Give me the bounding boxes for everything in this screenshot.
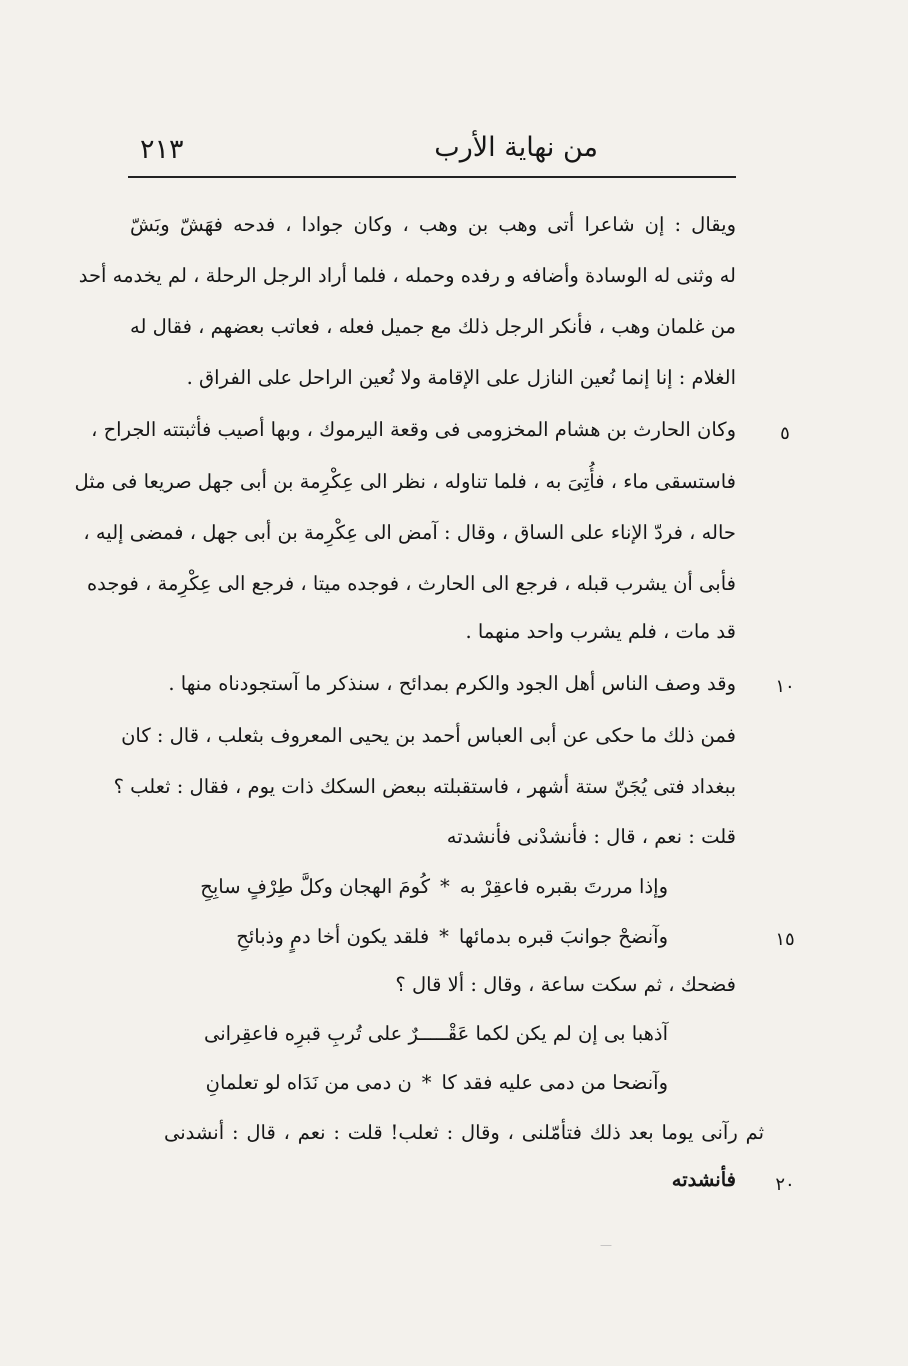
verse-line — [204, 1022, 668, 1045]
hemistich-first: وآنضحا من دمى عليه فقد كا — [441, 1071, 668, 1094]
verse-separator: * — [421, 1071, 432, 1094]
paper-speck: — — [600, 1238, 612, 1252]
margin-line-number: ١٥ — [775, 929, 795, 950]
narrative-line: فضحك ، ثم سكت ساعة ، وقال : ألا قال ؟ — [395, 973, 736, 996]
text-line: ببغداد فتى يُجَنّ ستة أشهر ، فاستقبلته ببعض السكك ذات يوم ، فقال : ثعلب ؟ — [113, 775, 736, 798]
page-number: ٢١٣ — [140, 134, 184, 165]
verse-separator: * — [439, 875, 450, 898]
text-line: فاستسقى ماء ، فأُتِىَ به ، فلما تناوله ، نظر الى عِكْرِمة بن أبى جهل صريعا فى مثل — [74, 470, 736, 493]
hemistich-first: وإذا مررتَ بقبره فاعقِرْ به — [459, 875, 668, 898]
margin-line-number: ١٠ — [775, 676, 795, 697]
text-line: فمن ذلك ما حكى عن أبى العباس أحمد بن يحيى المعروف بثعلب ، قال : كان — [121, 724, 736, 747]
hemistich-second: كُومَ الهجان وكلَّ طِرْفٍ سابِحِ — [200, 875, 430, 898]
text-line: قد مات ، فلم يشرب واحد منهما . — [465, 620, 736, 643]
running-title: من نهاية الأرب — [434, 132, 598, 163]
margin-line-number: ٢٠ — [775, 1174, 795, 1195]
text-line: قلت : نعم ، قال : فأنشدْنى فأنشدته — [446, 825, 736, 848]
text-line: فأبى أن يشرب قبله ، فرجع الى الحارث ، فوجده ميتا ، فرجع الى عِكْرِمة ، فوجده — [86, 572, 736, 595]
text-line: وكان الحارث بن هشام المخزومى فى وقعة اليرموك ، وبها أصيب فأثبتته الجراح ، — [91, 418, 736, 441]
text-line: وقد وصف الناس أهل الجود والكرم بمدائح ، سنذكر ما آستجودناه منها . — [168, 672, 736, 695]
hemistich-first: وآنضحْ جوانبَ قبره بدمائها — [458, 925, 668, 948]
text-line: ويقال : إن شاعرا أتى وهب بن وهب ، وكان جوادا ، فدحه فهَشّ وبَشّ — [130, 213, 736, 236]
verse-line — [236, 925, 668, 948]
verse-line — [200, 875, 668, 898]
verse-line — [206, 1071, 668, 1094]
running-header — [128, 128, 736, 168]
hemistich-first: آذهبا بى إن لم يكن لكما عَقْـــــرٌ على تُربِ قبرِه فاعقِرانى — [203, 1022, 668, 1045]
hemistich-second: فلقد يكون أخا دمٍ وذبائحِ — [236, 925, 430, 948]
margin-line-number: ٥ — [780, 423, 790, 444]
text-line: من غلمان وهب ، فأنكر الرجل ذلك مع جميل فعله ، فعاتب بعضهم ، فقال له — [130, 315, 736, 338]
text-line: ثم رآنى يوما بعد ذلك فتأمّلنى ، وقال : ثعلب! قلت : نعم ، قال : أنشدنى — [164, 1121, 764, 1144]
verse-separator: * — [439, 925, 449, 948]
text-line: الغلام : إنا إنما نُعين النازل على الإقامة ولا نُعين الراحل على الفراق . — [186, 366, 736, 389]
hemistich-second: ن دمى من نَدَاه لو تعلمانِ — [205, 1071, 412, 1094]
text-line: فأنشدته — [671, 1168, 736, 1191]
text-line: له وثنى له الوسادة وأضافه و رفده وحمله ، فلما أراد الرجل الرحلة ، لم يخدمه أحد — [78, 264, 736, 287]
header-rule — [128, 176, 736, 178]
text-line: حاله ، فردّ الإناء على الساق ، وقال : آمض الى عِكْرِمة بن أبى جهل ، فمضى إليه ، — [83, 521, 736, 544]
